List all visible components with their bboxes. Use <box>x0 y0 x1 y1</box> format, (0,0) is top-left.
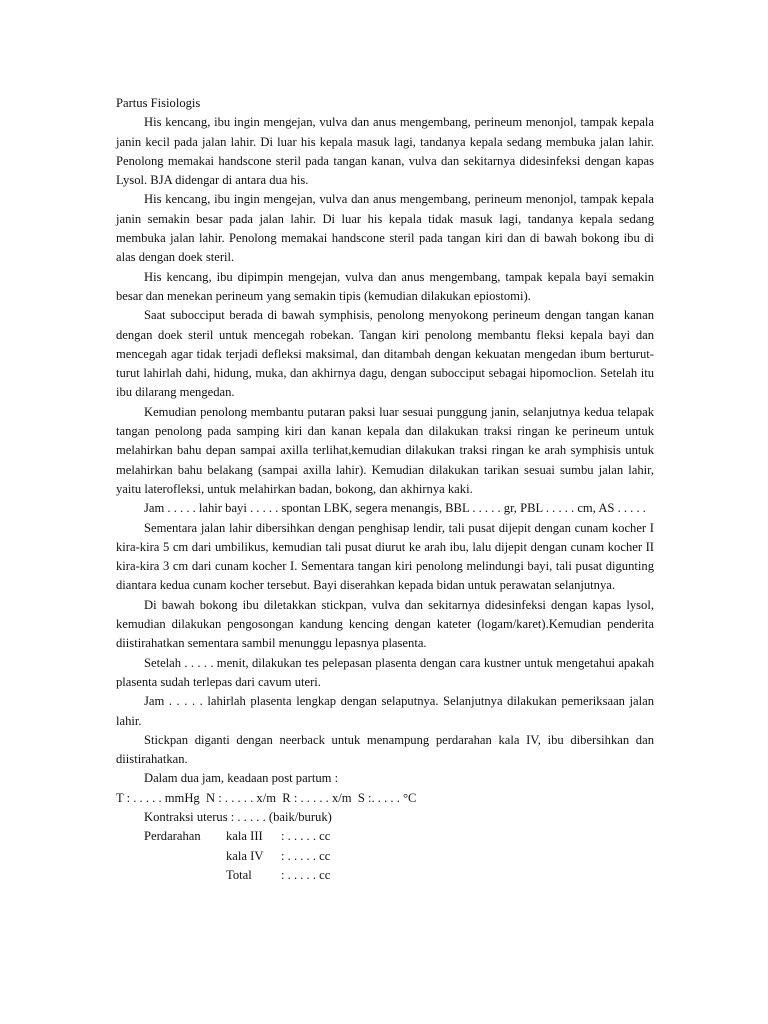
document-page <box>116 94 654 885</box>
perdarahan-empty-cell <box>116 847 226 866</box>
perdarahan-row-2 <box>116 847 654 866</box>
paragraph-12: Dalam dua jam, keadaan post partum : <box>144 771 339 786</box>
perdarahan-kala-4-label: kala IV <box>226 848 264 863</box>
perdarahan-empty-cell <box>116 866 226 885</box>
paragraph-9: Setelah . . . . . menit, dilakukan tes pelepasan plasenta dengan cara kustner untuk mengetahui apakah plasenta sudah terlepas dari cavum uteri. <box>116 655 654 689</box>
document-title: Partus Fisiologis <box>116 96 201 110</box>
paragraph-10: Jam . . . . . lahirlah plasenta lengkap dengan selaputnya. Selanjutnya dilakukan pemeriksaan jalan lahir. <box>116 694 654 728</box>
vitals-line: T : . . . . . mmHg N : . . . . . x/m R : . . . . . x/m S :. . . . . °C <box>116 790 417 805</box>
paragraph-7: Sementara jalan lahir dibersihkan dengan penghisap lendir, tali pusat dijepit dengan cunam kocher I kira-kira 5 cm dari umbilikus, kemudian tali pusat diurut ke arah ibu, lalu dijepit dengan cunam kocher II kira-kira 3 cm dari cunam kocher I. Sementara tangan kiri penolong melindungi bayi, tali pusat digunting diantara kedua cunam kocher tersebut. Bayi diserahkan kepada bidan untuk perawatan selanjutnya. <box>116 520 654 593</box>
paragraph-3: His kencang, ibu dipimpin mengejan, vulva dan anus mengembang, tampak kepala bayi semakin besar dan menekan perineum yang semakin tipis (kemudian dilakukan epiostomi). <box>116 269 654 303</box>
paragraph-8: Di bawah bokong ibu diletakkan stickpan, vulva dan sekitarnya didesinfeksi dengan kapas lysol, kemudian dilakukan pengosongan kandung kencing dengan kateter (logam/karet).Kemudian penderita diistirahatkan sementara sambil menunggu lepasnya plasenta. <box>116 597 654 651</box>
paragraph-6: Jam . . . . . lahir bayi . . . . . spontan LBK, segera menangis, BBL . . . . . gr, PBL . . . . . cm, AS . . . . . <box>144 501 646 516</box>
perdarahan-row-1 <box>116 827 654 846</box>
perdarahan-total-label: Total <box>226 867 252 882</box>
paragraph-1: His kencang, ibu ingin mengejan, vulva dan anus mengembang, perineum menonjol, tampak kepala janin kecil pada jalan lahir. Di luar his kepala masuk lagi, tandanya kepala sedang membuka jalan lahir. Penolong memakai handscone steril pada tangan kanan, vulva dan sekitarnya didesinfeksi dengan kapas Lysol. BJA didengar di antara dua his. <box>116 115 654 188</box>
paragraph-4: Saat subocciput berada di bawah symphisis, penolong menyokong perineum dengan tangan kanan dengan doek steril untuk mencegah robekan. Tangan kiri penolong membantu fleksi kepala bayi dan mencegah agar tidak terjadi defleksi maksimal, dan ditambah dengan kekuatan mengedan ibum berturut-turut lahirlah dahi, hidung, muka, dan akhirnya dagu, dengan subocciput sebagai hipomoclion. Setelah itu ibu dilarang mengedan. <box>116 308 654 400</box>
perdarahan-kala-3-value: : . . . . . cc <box>281 829 331 844</box>
perdarahan-kala-3-label: kala III <box>226 829 263 844</box>
perdarahan-total-value: : . . . . . cc <box>281 867 331 882</box>
paragraph-2: His kencang, ibu ingin mengejan, vulva dan anus mengembang, perineum menonjol, tampak kepala janin semakin besar pada jalan lahir. Di luar his kepala tidak masuk lagi, tandanya kepala sedang membuka jalan lahir. Penolong memakai handscone steril pada tangan kiri dan di bawah bokong ibu di alas dengan doek steril. <box>116 192 654 265</box>
perdarahan-kala-4-value: : . . . . . cc <box>281 848 331 863</box>
kontraksi-line: Kontraksi uterus : . . . . . (baik/buruk) <box>144 809 332 824</box>
paragraph-11: Stickpan diganti dengan neerback untuk menampung perdarahan kala IV, ibu dibersihkan dan diistirahatkan. <box>116 732 654 767</box>
paragraph-5: Kemudian penolong membantu putaran paksi luar sesuai punggung janin, selanjutnya kedua telapak tangan penolong pada samping kiri dan kanan kepala dan dilakukan traksi ringan ke perineum untuk melahirkan bahu depan sampai axilla terlihat,kemudian dilakukan traksi ringan ke arah symphisis untuk melahirkan bahu belakang (sampai axilla lahir). Kemudian dilakukan tarikan sesuai sumbu jalan lahir, yaitu laterofleksi, untuk melahirkan badan, bokong, dan akhirnya kaki. <box>116 404 654 496</box>
perdarahan-label: Perdarahan <box>144 829 201 844</box>
perdarahan-row-3 <box>116 866 654 885</box>
